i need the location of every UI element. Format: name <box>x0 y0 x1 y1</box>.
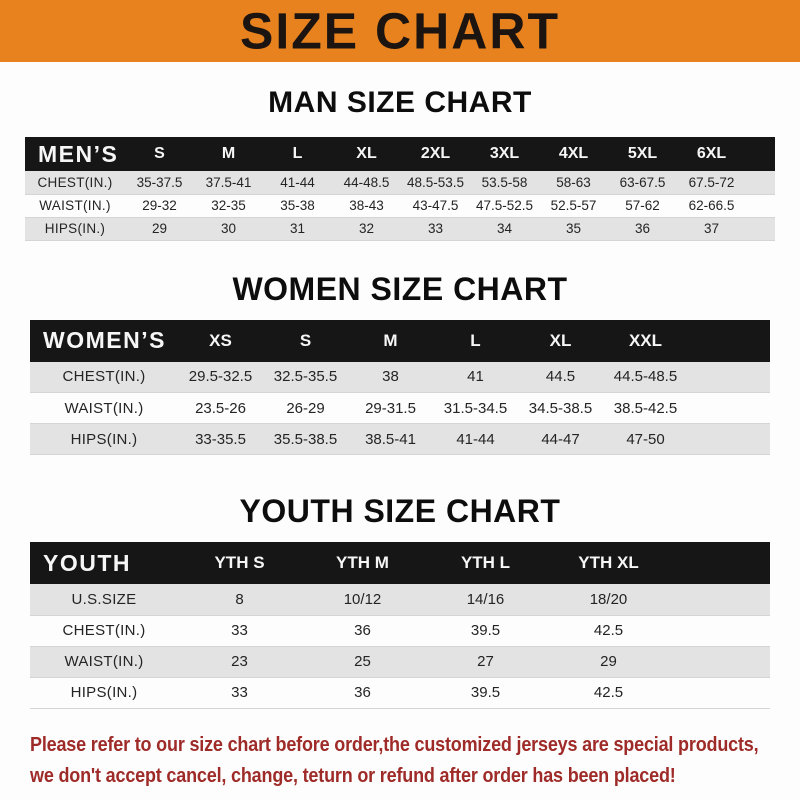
column-header-cell: YTH S <box>214 553 265 572</box>
size-value-cell: 53.5-58 <box>470 171 539 194</box>
size-value-cell: 35 <box>539 217 608 240</box>
size-value-cell: 18/20 <box>547 584 670 615</box>
size-chart-title: SIZE CHART <box>240 2 560 60</box>
size-value-cell: 42.5 <box>547 615 670 646</box>
size-value-cell: 41-44 <box>433 424 518 455</box>
row-label-cell: WAIST(IN.) <box>25 194 125 217</box>
filler-cell <box>688 362 770 393</box>
column-header-cell: M <box>383 330 398 350</box>
mens-size-table <box>25 137 775 241</box>
size-section-1 <box>0 271 800 456</box>
filler-cell <box>670 542 770 584</box>
column-header-cell: YTH XL <box>578 553 639 572</box>
size-value-cell: 36 <box>301 615 424 646</box>
table-row <box>30 677 770 708</box>
filler-cell <box>688 393 770 424</box>
size-value-cell: 32 <box>332 217 401 240</box>
table-header-row <box>25 137 775 171</box>
table-row <box>30 646 770 677</box>
row-label-cell: WAIST(IN.) <box>30 393 178 424</box>
size-value-cell: 58-63 <box>539 171 608 194</box>
size-value-cell: 36 <box>301 677 424 708</box>
filler-cell <box>746 217 775 240</box>
size-value-cell: 33 <box>178 677 301 708</box>
youth-size-table <box>30 542 770 709</box>
size-value-cell: 42.5 <box>547 677 670 708</box>
column-header-cell: YTH M <box>336 553 389 572</box>
size-value-cell: 14/16 <box>424 584 547 615</box>
size-value-cell: 48.5-53.5 <box>401 171 470 194</box>
size-value-cell: 35-37.5 <box>125 171 194 194</box>
size-value-cell: 29 <box>125 217 194 240</box>
size-value-cell: 44.5 <box>518 362 603 393</box>
table-row <box>25 171 775 194</box>
size-value-cell: 44-48.5 <box>332 171 401 194</box>
section-heading: YOUTH SIZE CHART <box>239 493 561 529</box>
size-value-cell: 29-32 <box>125 194 194 217</box>
size-value-cell: 41-44 <box>263 171 332 194</box>
size-chart-banner <box>0 0 800 62</box>
table-row <box>30 393 770 424</box>
size-value-cell: 34.5-38.5 <box>518 393 603 424</box>
filler-cell <box>688 320 770 362</box>
filler-cell <box>670 584 770 615</box>
size-value-cell: 37.5-41 <box>194 171 263 194</box>
filler-cell <box>670 677 770 708</box>
row-label-cell: CHEST(IN.) <box>30 362 178 393</box>
size-value-cell: 29.5-32.5 <box>178 362 263 393</box>
size-value-cell: 23.5-26 <box>178 393 263 424</box>
size-value-cell: 33 <box>401 217 470 240</box>
size-value-cell: 43-47.5 <box>401 194 470 217</box>
size-value-cell: 38.5-42.5 <box>603 393 688 424</box>
size-value-cell: 27 <box>424 646 547 677</box>
size-value-cell: 41 <box>433 362 518 393</box>
size-value-cell: 35.5-38.5 <box>263 424 348 455</box>
disclaimer-line-2: we don't accept cancel, change, teturn or refund after order has been placed! <box>30 764 676 787</box>
size-value-cell: 37 <box>677 217 746 240</box>
size-value-cell: 32-35 <box>194 194 263 217</box>
size-value-cell: 8 <box>178 584 301 615</box>
column-header-cell: XXL <box>628 330 663 350</box>
table-header-row <box>30 542 770 584</box>
section-heading: MAN SIZE CHART <box>268 86 532 119</box>
table-corner-label: MEN’S <box>38 140 119 167</box>
table-corner-label: WOMEN’S <box>43 327 166 353</box>
size-value-cell: 34 <box>470 217 539 240</box>
column-header-cell: 3XL <box>489 145 520 162</box>
table-row <box>25 217 775 240</box>
size-value-cell: 47-50 <box>603 424 688 455</box>
size-sections <box>0 86 800 709</box>
size-value-cell: 10/12 <box>301 584 424 615</box>
filler-cell <box>746 171 775 194</box>
filler-cell <box>688 424 770 455</box>
size-value-cell: 67.5-72 <box>677 171 746 194</box>
row-label-cell: CHEST(IN.) <box>25 171 125 194</box>
table-corner-label: YOUTH <box>43 549 131 576</box>
size-value-cell: 47.5-52.5 <box>470 194 539 217</box>
filler-cell <box>746 137 775 171</box>
column-header-cell: 5XL <box>627 145 658 162</box>
size-value-cell: 39.5 <box>424 615 547 646</box>
column-header-cell: XL <box>356 145 377 162</box>
size-value-cell: 33-35.5 <box>178 424 263 455</box>
size-value-cell: 38.5-41 <box>348 424 433 455</box>
size-value-cell: 39.5 <box>424 677 547 708</box>
row-label-cell: HIPS(IN.) <box>25 217 125 240</box>
column-header-cell: L <box>292 145 303 162</box>
size-value-cell: 30 <box>194 217 263 240</box>
row-label-cell: CHEST(IN.) <box>30 615 178 646</box>
column-header-cell: 6XL <box>696 145 727 162</box>
column-header-cell: YTH L <box>460 553 511 572</box>
size-value-cell: 36 <box>608 217 677 240</box>
table-row <box>30 362 770 393</box>
column-header-cell: 4XL <box>558 145 589 162</box>
size-value-cell: 23 <box>178 646 301 677</box>
size-value-cell: 38-43 <box>332 194 401 217</box>
size-value-cell: 52.5-57 <box>539 194 608 217</box>
size-section-2 <box>0 493 800 709</box>
table-row <box>30 615 770 646</box>
size-value-cell: 38 <box>348 362 433 393</box>
size-value-cell: 25 <box>301 646 424 677</box>
size-value-cell: 44-47 <box>518 424 603 455</box>
section-heading: WOMEN SIZE CHART <box>232 270 568 307</box>
size-value-cell: 29-31.5 <box>348 393 433 424</box>
column-header-cell: L <box>470 330 481 350</box>
size-value-cell: 26-29 <box>263 393 348 424</box>
table-row <box>30 424 770 455</box>
size-value-cell: 35-38 <box>263 194 332 217</box>
size-section-0 <box>0 86 800 241</box>
size-value-cell: 32.5-35.5 <box>263 362 348 393</box>
column-header-cell: 2XL <box>420 145 451 162</box>
filler-cell <box>746 194 775 217</box>
row-label-cell: WAIST(IN.) <box>30 646 178 677</box>
row-label-cell: HIPS(IN.) <box>30 424 178 455</box>
column-header-cell: XL <box>549 330 572 350</box>
column-header-cell: XS <box>209 330 232 350</box>
row-label-cell: HIPS(IN.) <box>30 677 178 708</box>
column-header-cell: M <box>221 145 236 162</box>
size-value-cell: 62-66.5 <box>677 194 746 217</box>
column-header-cell: S <box>299 330 312 350</box>
column-header-cell: S <box>154 145 165 162</box>
table-header-row <box>30 320 770 362</box>
size-value-cell: 31.5-34.5 <box>433 393 518 424</box>
filler-cell <box>670 615 770 646</box>
table-row <box>30 584 770 615</box>
row-label-cell: U.S.SIZE <box>30 584 178 615</box>
table-row <box>25 194 775 217</box>
disclaimer-text <box>30 730 759 792</box>
size-value-cell: 33 <box>178 615 301 646</box>
size-value-cell: 57-62 <box>608 194 677 217</box>
disclaimer-line-1: Please refer to our size chart before order,the customized jerseys are special products, <box>30 733 759 756</box>
size-value-cell: 63-67.5 <box>608 171 677 194</box>
size-value-cell: 29 <box>547 646 670 677</box>
filler-cell <box>670 646 770 677</box>
womens-size-table <box>30 320 770 456</box>
size-value-cell: 44.5-48.5 <box>603 362 688 393</box>
size-value-cell: 31 <box>263 217 332 240</box>
